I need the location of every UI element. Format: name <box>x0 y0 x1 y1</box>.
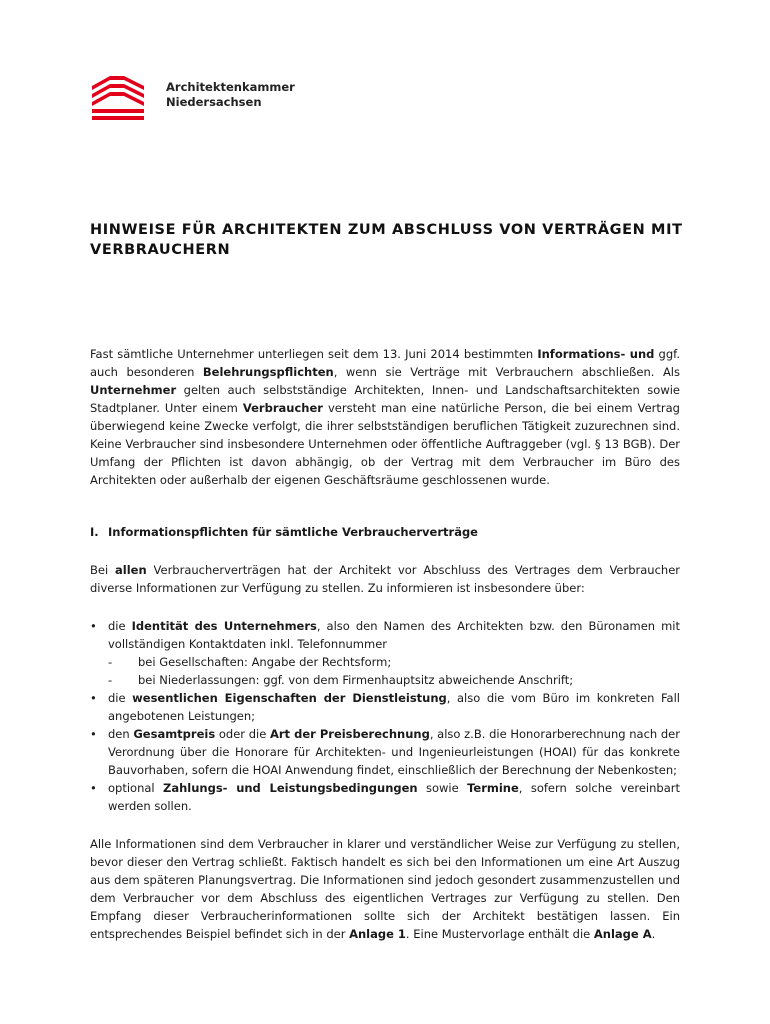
item2-bold-1: wesentlichen Eigenschaften der Dienstleistung <box>132 691 447 705</box>
closing-paragraph <box>90 835 680 943</box>
intro-bold-4: Verbraucher <box>242 401 323 415</box>
sub-list <box>108 653 680 689</box>
sub-item-text: bei Niederlassungen: ggf. von dem Firmenhauptsitz abweichende Anschrift; <box>138 673 574 687</box>
bullet-icon: • <box>90 691 97 705</box>
sub-item-text: bei Gesellschaften: Angabe der Rechtsform; <box>138 655 392 669</box>
section-text-1: Bei <box>90 563 116 577</box>
architektenkammer-logo <box>90 72 144 120</box>
item3-text-3: , also z.B. die Honorarberechnung nach der Verordnung über die Honorare für Architekten- und Ingenieurleistungen (HOAI) für das konkrete Bauvorhaben, sofern die HOAI Anwendung findet, einschließlich der Berechnung der Nebenkosten; <box>108 727 680 777</box>
document-body <box>90 345 680 943</box>
closing-bold-2: Anlage A <box>593 927 652 941</box>
intro-bold-2: Belehrungspflichten <box>202 365 334 379</box>
closing-text-2: . Eine Mustervorlage enthält die <box>405 927 594 941</box>
closing-bold-1: Anlage 1 <box>349 927 406 941</box>
intro-paragraph <box>90 345 680 489</box>
intro-text-1: Fast sämtliche Unternehmer unterliegen seit dem 13. Juni 2014 bestimmten <box>90 347 538 361</box>
section-paragraph <box>90 561 680 597</box>
item1-text-2: , also den Namen des Architekten bzw. den Büronamen mit vollständigen Kontaktdaten inkl. Telefonnummer <box>108 619 680 651</box>
item3-text-2: oder die <box>215 727 270 741</box>
intro-text-5: versteht man eine natürliche Person, die bei einem Vertrag überwiegend keine Zwecke verfolgt, die ihrer selbstständigen beruflichen Tätigkeit zuzurechnen sind. Keine Verbraucher sind insbesondere Unternehmen oder öffentliche Auftraggeber (vgl. § 13 BGB). Der Umfang der Pflichten ist davon abhängig, ob der Vertrag mit dem Verbraucher im Büro des Architekten oder außerhalb der eigenen Geschäftsräume geschlossenen wurde. <box>90 401 680 487</box>
section-bold-1: allen <box>115 563 147 577</box>
item1-bold-1: Identität des Unternehmers <box>131 619 317 633</box>
sub-list-item <box>108 653 680 671</box>
list-item <box>90 689 680 725</box>
bullet-icon: • <box>90 727 97 741</box>
section-heading-text: Informationspflichten für sämtliche Verbraucherverträge <box>108 525 478 539</box>
closing-text-3: . <box>651 927 656 941</box>
intro-bold-3: Unternehmer <box>90 383 177 397</box>
item2-text-1: die <box>108 691 133 705</box>
item2-text-2: , also die vom Büro im konkreten Fall angebotenen Leistungen; <box>108 691 680 723</box>
document-title: HINWEISE FÜR ARCHITEKTEN ZUM ABSCHLUSS VON VERTRÄGEN MIT VERBRAUCHERN <box>90 222 683 258</box>
list-item <box>90 779 680 815</box>
section-text-2: Verbraucherverträgen hat der Architekt vor Abschluss des Vertrages dem Verbraucher diverse Informationen zur Verfügung zu stellen. Zu informieren ist insbesondere über: <box>90 563 680 595</box>
list-item <box>90 725 680 779</box>
section-number: I. <box>90 525 99 539</box>
organization-name-line1: Architektenkammer <box>166 80 295 94</box>
closing-text-1: Alle Informationen sind dem Verbraucher in klarer und verständlicher Weise zur Verfügung zu stellen, bevor dieser den Vertrag schließt. Faktisch handelt es sich bei den Informationen um eine Art Auszug aus dem späteren Planungsvertrag. Die Informationen sind jedoch gesondert zusammenzustellen und dem Verbraucher vor dem Abschluss des eigentlichen Vertrages zur Verfügung zu stellen. Den Empfang dieser Verbraucherinformationen sollte sich der Architekt bestätigen lassen. Ein entsprechendes Beispiel befindet sich in der <box>90 837 680 941</box>
intro-bold-1: Informations- und <box>537 347 655 361</box>
organization-name-line2: Niedersachsen <box>166 95 262 109</box>
item3-bold-2: Art der Preisberechnung <box>269 727 430 741</box>
section-heading <box>90 523 680 541</box>
dash-icon: - <box>108 655 113 669</box>
item4-text-1: optional <box>108 781 163 795</box>
item3-bold-1: Gesamtpreis <box>133 727 216 741</box>
sub-list-item <box>108 671 680 689</box>
item4-text-3: , sofern solche vereinbart werden sollen. <box>108 781 680 813</box>
item4-bold-2: Termine <box>467 781 519 795</box>
organization-name <box>166 80 295 110</box>
bullet-icon: • <box>90 619 97 633</box>
item4-bold-1: Zahlungs- und Leistungsbedingungen <box>163 781 418 795</box>
item3-text-1: den <box>108 727 134 741</box>
information-list <box>90 617 680 815</box>
bullet-icon: • <box>90 781 97 795</box>
intro-text-3: , wenn sie Verträge mit Verbrauchern abschließen. Als <box>333 365 680 379</box>
intro-text-2: ggf. auch besonderen <box>90 347 681 379</box>
list-item <box>90 617 680 689</box>
item4-text-2: sowie <box>417 781 468 795</box>
item1-text-1: die <box>108 619 132 633</box>
intro-text-4: gelten auch selbstständige Architekten, Innen- und Landschaftsarchitekten sowie Stadtplaner. Unter einem <box>90 383 680 415</box>
dash-icon: - <box>108 673 113 687</box>
